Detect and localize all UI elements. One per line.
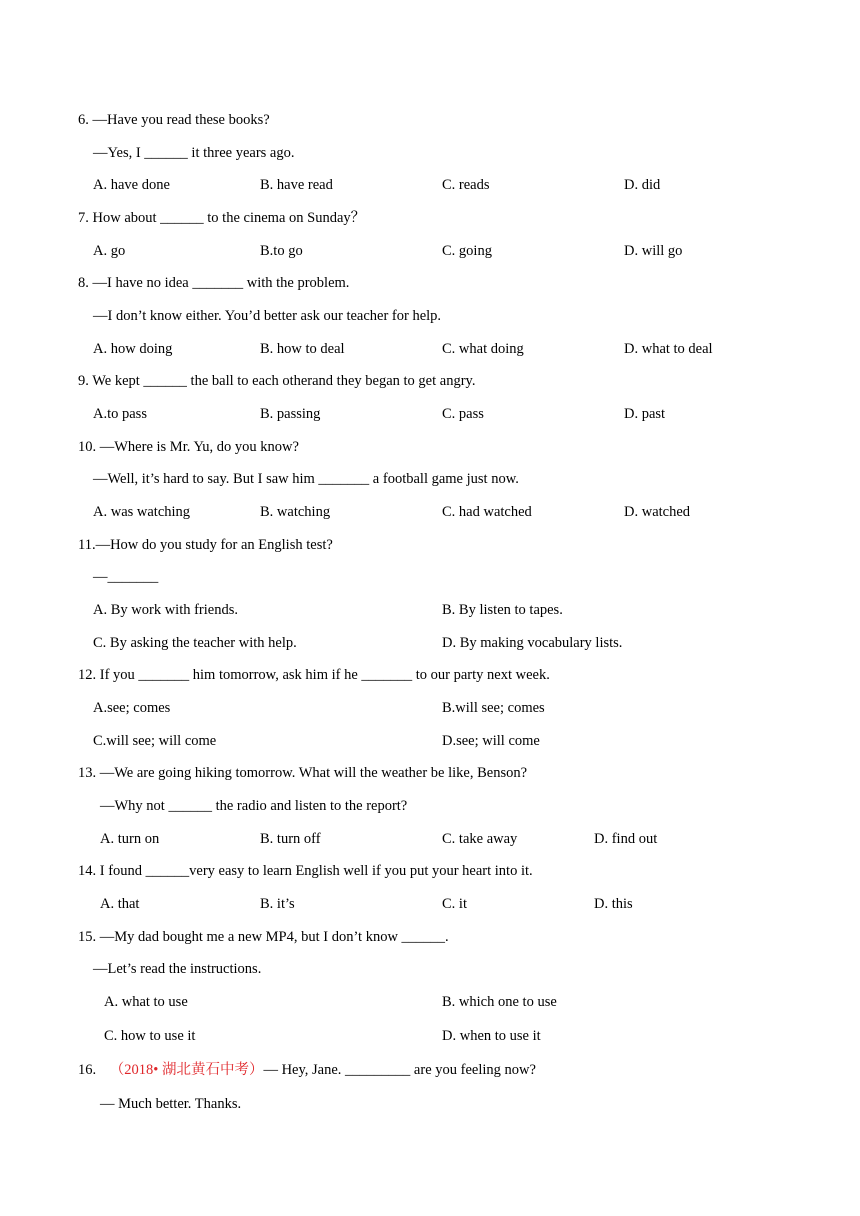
answer-option: D. did xyxy=(624,177,661,193)
answer-option: A. that xyxy=(100,896,140,912)
question-dialogue-line: —Well, it’s hard to say. But I saw him _______ a football game just now. xyxy=(93,471,519,487)
answer-option: C. take away xyxy=(442,831,518,847)
answer-option: C.will see; will come xyxy=(93,733,217,749)
answer-option: B.to go xyxy=(260,243,303,259)
answer-option: A. have done xyxy=(93,177,170,193)
q16-stem: — Hey, Jane. _________ are you feeling now? xyxy=(263,1062,536,1078)
answer-option: A. was watching xyxy=(93,504,191,520)
q16-reply: — Much better. Thanks. xyxy=(100,1096,242,1112)
answer-option: C. how to use it xyxy=(104,1028,196,1044)
answer-option: B. watching xyxy=(260,504,331,520)
answer-option: B. turn off xyxy=(260,831,321,847)
answer-option: A. what to use xyxy=(104,994,188,1010)
answer-option: D.see; will come xyxy=(442,733,540,749)
answer-option: D. watched xyxy=(624,504,691,520)
answer-option: A. how doing xyxy=(93,341,173,357)
answer-option: B. By listen to tapes. xyxy=(442,602,563,618)
question-stem: 6. —Have you read these books? xyxy=(78,112,270,128)
q16-number: 16. xyxy=(78,1062,97,1078)
question-dialogue-line: —_______ xyxy=(93,569,159,585)
question-stem: 12. If you _______ him tomorrow, ask him if he _______ to our party next week. xyxy=(78,667,550,683)
answer-option: D. this xyxy=(594,896,633,912)
answer-option: D. past xyxy=(624,406,666,422)
q16-line xyxy=(78,1061,536,1079)
answer-option: D. By making vocabulary lists. xyxy=(442,635,623,651)
answer-option: A. By work with friends. xyxy=(93,602,238,618)
answer-option: B. which one to use xyxy=(442,994,557,1010)
answer-option: D. when to use it xyxy=(442,1028,541,1044)
answer-option: C. By asking the teacher with help. xyxy=(93,635,297,651)
question-stem: 15. —My dad bought me a new MP4, but I don’t know ______. xyxy=(78,929,449,945)
answer-option: B. how to deal xyxy=(260,341,345,357)
q16-source: （2018• 湖北黄石中考） xyxy=(109,1062,264,1078)
answer-option: B. it’s xyxy=(260,896,295,912)
answer-option: C. had watched xyxy=(442,504,532,520)
question-stem: 10. —Where is Mr. Yu, do you know? xyxy=(78,439,299,455)
answer-option: D. will go xyxy=(624,243,683,259)
question-stem: 8. —I have no idea _______ with the problem. xyxy=(78,275,350,291)
answer-option: A.to pass xyxy=(93,406,147,422)
question-dialogue-line: —Let’s read the instructions. xyxy=(93,961,262,977)
answer-option: B. have read xyxy=(260,177,333,193)
question-dialogue-line: —I don’t know either. You’d better ask our teacher for help. xyxy=(93,308,442,324)
question-stem: 7. How about ______ to the cinema on Sunday？ xyxy=(78,210,366,226)
answer-option: A. go xyxy=(93,243,126,259)
question-stem: 14. I found ______very easy to learn English well if you put your heart into it. xyxy=(78,863,533,879)
answer-option: D. find out xyxy=(594,831,658,847)
question-stem: 11.—How do you study for an English test? xyxy=(78,537,333,553)
question-dialogue-line: —Yes, I ______ it three years ago. xyxy=(93,145,295,161)
answer-option: A. turn on xyxy=(100,831,160,847)
question-dialogue-line: —Why not ______ the radio and listen to the report? xyxy=(100,798,408,814)
answer-option: A.see; comes xyxy=(93,700,171,716)
answer-option: C. reads xyxy=(442,177,490,193)
answer-option: C. it xyxy=(442,896,467,912)
answer-option: B. passing xyxy=(260,406,321,422)
question-stem: 9. We kept ______ the ball to each otherand they began to get angry. xyxy=(78,373,476,389)
question-stem: 13. —We are going hiking tomorrow. What will the weather be like, Benson? xyxy=(78,765,528,781)
answer-option: B.will see; comes xyxy=(442,700,545,716)
answer-option: C. what doing xyxy=(442,341,524,357)
answer-option: D. what to deal xyxy=(624,341,713,357)
answer-option: C. going xyxy=(442,243,492,259)
answer-option: C. pass xyxy=(442,406,484,422)
